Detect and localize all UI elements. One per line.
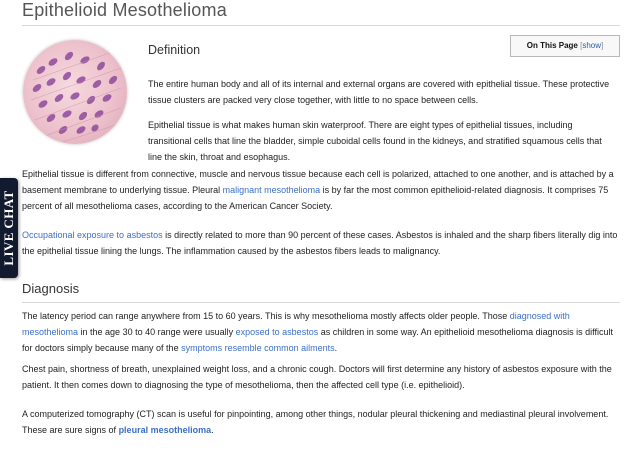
toc-close-bracket: ]: [601, 41, 604, 50]
epithelial-cells-image: [23, 40, 127, 144]
diagnosis-p3-text-a: A computerized tomography (CT) scan is useful for pinpointing, among other things, nodular pleural thickening and mediastinal pleural involvement. These are sure signs of: [22, 409, 609, 435]
epithelial-cells-illustration: [23, 40, 127, 144]
exposed-to-asbestos-link[interactable]: exposed to asbestos: [235, 327, 319, 337]
diagnosed-with-mesothelioma-link[interactable]: diagnosed with mesothelioma: [22, 311, 570, 337]
definition-heading: Definition: [148, 43, 201, 57]
live-chat-label: LIVE CHAT: [1, 190, 16, 266]
definition-p3-text-a: Epithelial tissue is different from connective, muscle and nervous tissue because each cell is polarized, attached to one another, and is attached by a basement membrane to underlying tissue. Pleural: [22, 169, 614, 195]
on-this-page-box: [510, 35, 620, 57]
title-divider: [22, 25, 620, 26]
diagnosis-p3-text-b: .: [211, 425, 214, 435]
diagnosis-p1-text-a: The latency period can range anywhere from 15 to 60 years. This is why mesothelioma mostly affects older people. Those: [22, 311, 510, 321]
live-chat-button[interactable]: [0, 178, 18, 278]
toc-title: On This Page: [526, 41, 578, 50]
pleural-mesothelioma-link[interactable]: pleural mesothelioma: [118, 425, 212, 435]
definition-paragraph-1: The entire human body and all of its internal and external organs are covered with epithelial tissue. These protective tissue clusters are packed very close together, with little to no space between cells.: [148, 79, 610, 105]
occupational-exposure-link[interactable]: Occupational exposure to asbestos: [22, 230, 163, 240]
diagnosis-paragraph-2: Chest pain, shortness of breath, unexplained weight loss, and a chronic cough. Doctors will first determine any history of asbestos exposure with the patient. It then comes down to diagnosing the type of mesothelioma, then the affected cell type (i.e. epithelioid).: [22, 364, 612, 390]
definition-p3-text-b: is by far the most common epithelioid-related diagnosis. It comprises 75 percent of all mesothelioma cases, according to the American Cancer Society.: [22, 185, 609, 211]
diagnosis-divider: [22, 302, 620, 303]
diagnosis-p1-text-d: .: [334, 343, 338, 353]
diagnosis-paragraph-3: [22, 406, 620, 438]
diagnosis-paragraph-1: [22, 308, 620, 356]
page-title: Epithelioid Mesothelioma: [22, 0, 227, 20]
diagnosis-p1-text-c: as children in some way. An epithelioid mesothelioma diagnosis is difficult for doctors simply because many of the: [22, 327, 614, 353]
definition-paragraph-4: [22, 227, 620, 259]
diagnosis-heading: Diagnosis: [22, 281, 80, 296]
symptoms-link[interactable]: symptoms resemble common ailments: [181, 343, 335, 353]
definition-paragraph-3: [22, 166, 620, 214]
definition-paragraph-2: Epithelial tissue is what makes human skin waterproof. There are eight types of epithelial tissues, including transitional cells that line the bladder, simple cuboidal cells found in the kidneys, and stratified squamous cells that line the skin, throat and esophagus.: [148, 120, 602, 162]
toc-show-link[interactable]: show: [582, 41, 602, 50]
toc-open-bracket: [: [580, 41, 583, 50]
diagnosis-p1-text-b: in the age 30 to 40 range were usually: [78, 327, 236, 337]
definition-p4-text: is directly related to more than 90 percent of these cases. Asbestos is inhaled and the sharp fibers literally dig into the epithelial tissue lining the lungs. The inflammation caused by the asbestos fibers leads to malignancy.: [22, 230, 618, 256]
malignant-mesothelioma-link[interactable]: malignant mesothelioma: [222, 185, 321, 195]
